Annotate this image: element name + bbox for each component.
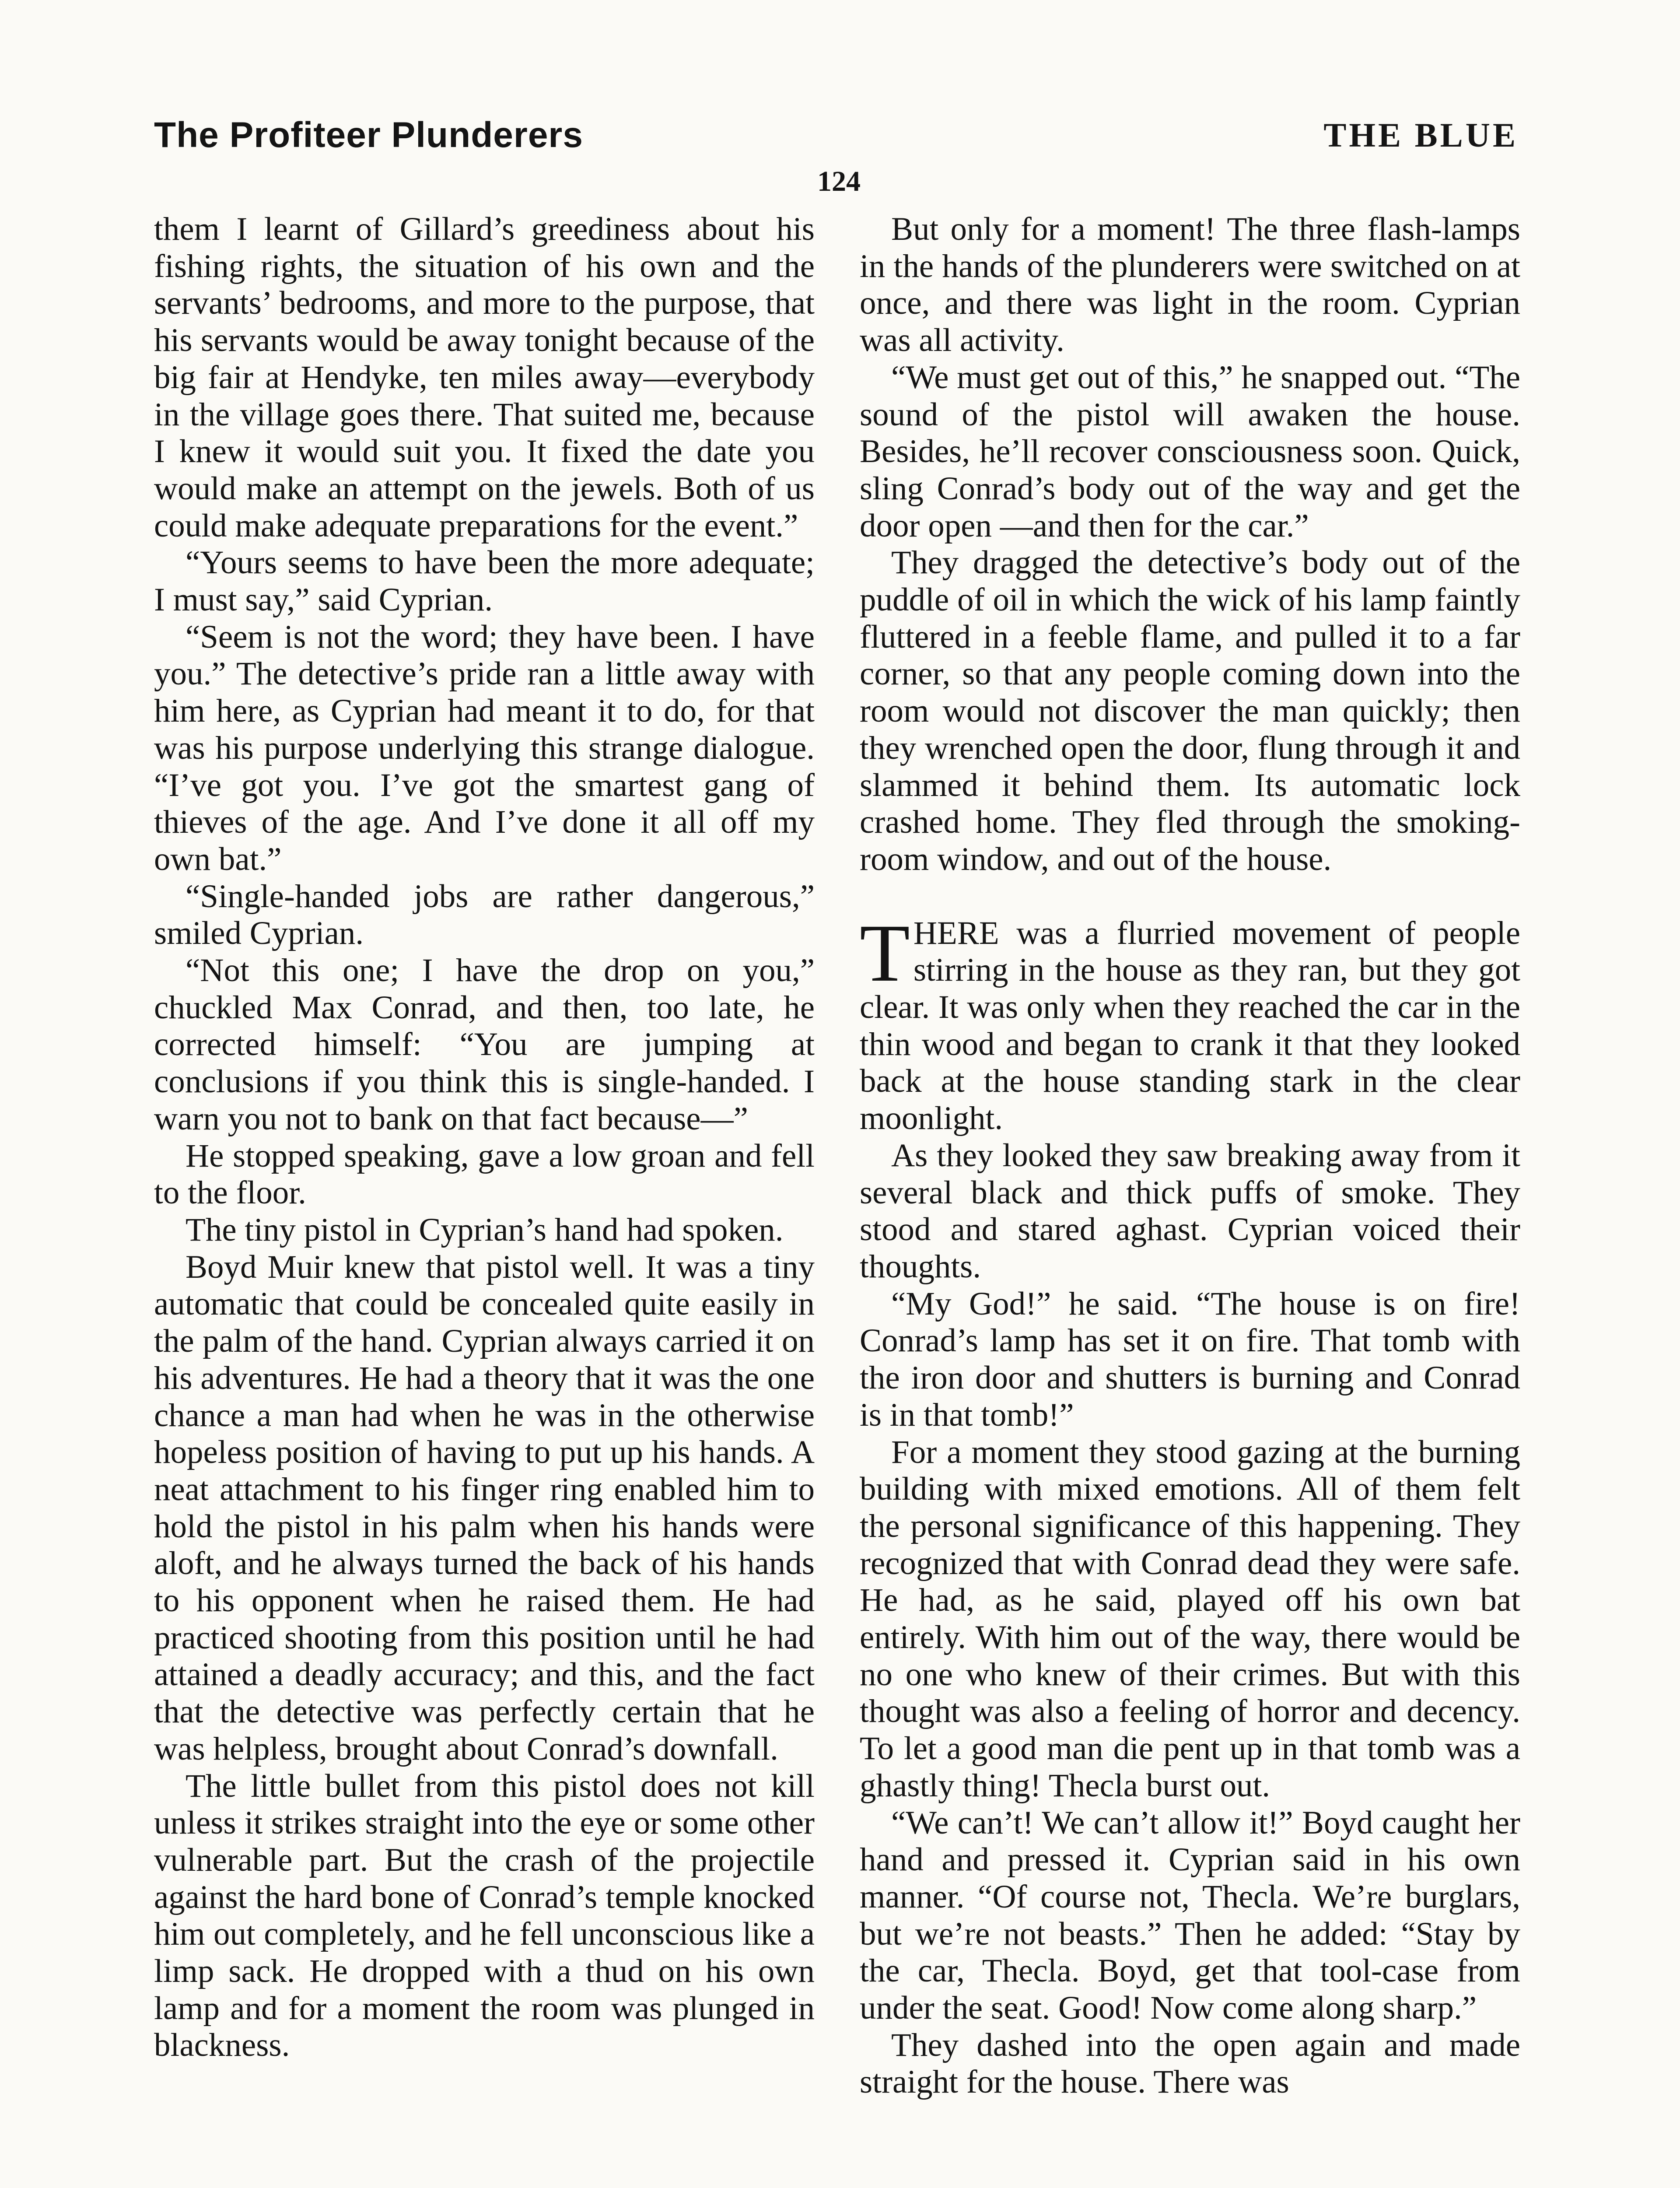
paragraph: “Single-handed jobs are rather dangerous,” smiled Cyprian. xyxy=(154,878,815,952)
paragraph: “We must get out of this,” he snapped out. “The sound of the pistol will awaken the house. Besides, he’ll recover consciousness soon. Quick, sling Conrad’s body out of the way and get the door open —and then for the car.” xyxy=(860,359,1520,544)
section-opening-paragraph xyxy=(860,907,1520,1137)
drop-cap: T xyxy=(860,907,910,999)
paragraph: “Yours seems to have been the more adequate; I must say,” said Cyprian. xyxy=(154,544,815,618)
section-opening-text: HERE was a flurried movement of people stirring in the house as they ran, but they got clear. It was only when they reached the car in the thin wood and began to crank it that they looked back at the house standing stark in the clear moonlight. xyxy=(860,915,1520,1137)
paragraph: The little bullet from this pistol does not kill unless it strikes straight into the eye or some other vulnerable part. But the crash of the projectile against the hard bone of Conrad’s temple knocked him out completely, and he fell unconscious like a limp sack. He dropped with a thud on his own lamp and for a moment the room was plunged in blackness. xyxy=(154,1767,815,2064)
paragraph: Boyd Muir knew that pistol well. It was a tiny automatic that could be concealed quite easily in the palm of the hand. Cyprian always carried it on his adventures. He had a theory that it was the one chance a man had when he was in the otherwise hopeless position of having to put up his hands. A neat attachment to his finger ring enabled him to hold the pistol in his palm when his hands were aloft, and he always turned the back of his hands to his opponent when he raised them. He had practiced shooting from this position until he had attained a deadly accuracy; and this, and the fact that the detective was perfectly certain that he was helpless, brought about Conrad’s downfall. xyxy=(154,1248,815,1767)
left-text-column xyxy=(154,211,815,2064)
paragraph: The tiny pistol in Cyprian’s hand had spoken. xyxy=(186,1211,784,1248)
running-title: The Profiteer Plunderers xyxy=(154,115,583,155)
paragraph: “We can’t! We can’t allow it!” Boyd caught her hand and pressed it. Cyprian said in his own manner. “Of course not, Thecla. We’re burglars, but we’re not beasts.” Then he added: “Stay by the car, Thecla. Boyd, get that tool-case from under the seat. Good! Now come along sharp.” xyxy=(860,1804,1520,2027)
right-text-column xyxy=(860,211,1520,2101)
page-number: 124 xyxy=(817,165,861,197)
paragraph: “Not this one; I have the drop on you,” chuckled Max Conrad, and then, too late, he corrected himself: “You are jumping at conclusions if you think this is single-handed. I warn you not to bank on that fact because—” xyxy=(154,952,815,1137)
paragraph: “My God!” he said. “The house is on fire! Conrad’s lamp has set it on fire. That tomb with the iron door and shutters is burning and Conrad is in that tomb!” xyxy=(860,1285,1520,1433)
paragraph: They dashed into the open again and made straight for the house. There was xyxy=(860,2027,1520,2100)
paragraph: They dragged the detective’s body out of the puddle of oil in which the wick of his lamp faintly fluttered in a feeble flame, and pulled it to a far corner, so that any people coming down into the room would not discover the man quickly; then they wrenched open the door, flung through it and slammed it behind them. Its automatic lock crashed home. They fled through the smoking-room window, and out of the house. xyxy=(860,544,1520,877)
magazine-name: THE BLUE xyxy=(1323,116,1518,154)
paragraph: them I learnt of Gillard’s greediness about his fishing rights, the situation of his own and the servants’ bedrooms, and more to the purpose, that his servants would be away tonight because of the big fair at Hendyke, ten miles away—everybody in the village goes there. That suited me, because I knew it would suit you. It fixed the date you would make an attempt on the jewels. Both of us could make adequate preparations for the event.” xyxy=(154,211,815,544)
paragraph: For a moment they stood gazing at the burning building with mixed emotions. All of them felt the personal significance of this happening. They recognized that with Conrad dead they were safe. He had, as he said, played off his own bat entirely. With him out of the way, there would be no one who knew of their crimes. But with this thought was also a feeling of horror and decency. To let a good man die pent up in that tomb was a ghastly thing! Thecla burst out. xyxy=(860,1434,1520,1804)
paragraph: But only for a moment! The three flash-lamps in the hands of the plunderers were switched on at once, and there was light in the room. Cyprian was all activity. xyxy=(860,211,1520,359)
paragraph: “Seem is not the word; they have been. I have you.” The detective’s pride ran a little away with him here, as Cyprian had meant it to do, for that was his purpose underlying this strange dialogue. “I’ve got you. I’ve got the smartest gang of thieves of the age. And I’ve done it all off my own bat.” xyxy=(154,618,815,877)
paragraph: As they looked they saw breaking away from it several black and thick puffs of smoke. They stood and stared aghast. Cyprian voiced their thoughts. xyxy=(860,1137,1520,1285)
paragraph: He stopped speaking, gave a low groan and fell to the floor. xyxy=(154,1137,815,1211)
